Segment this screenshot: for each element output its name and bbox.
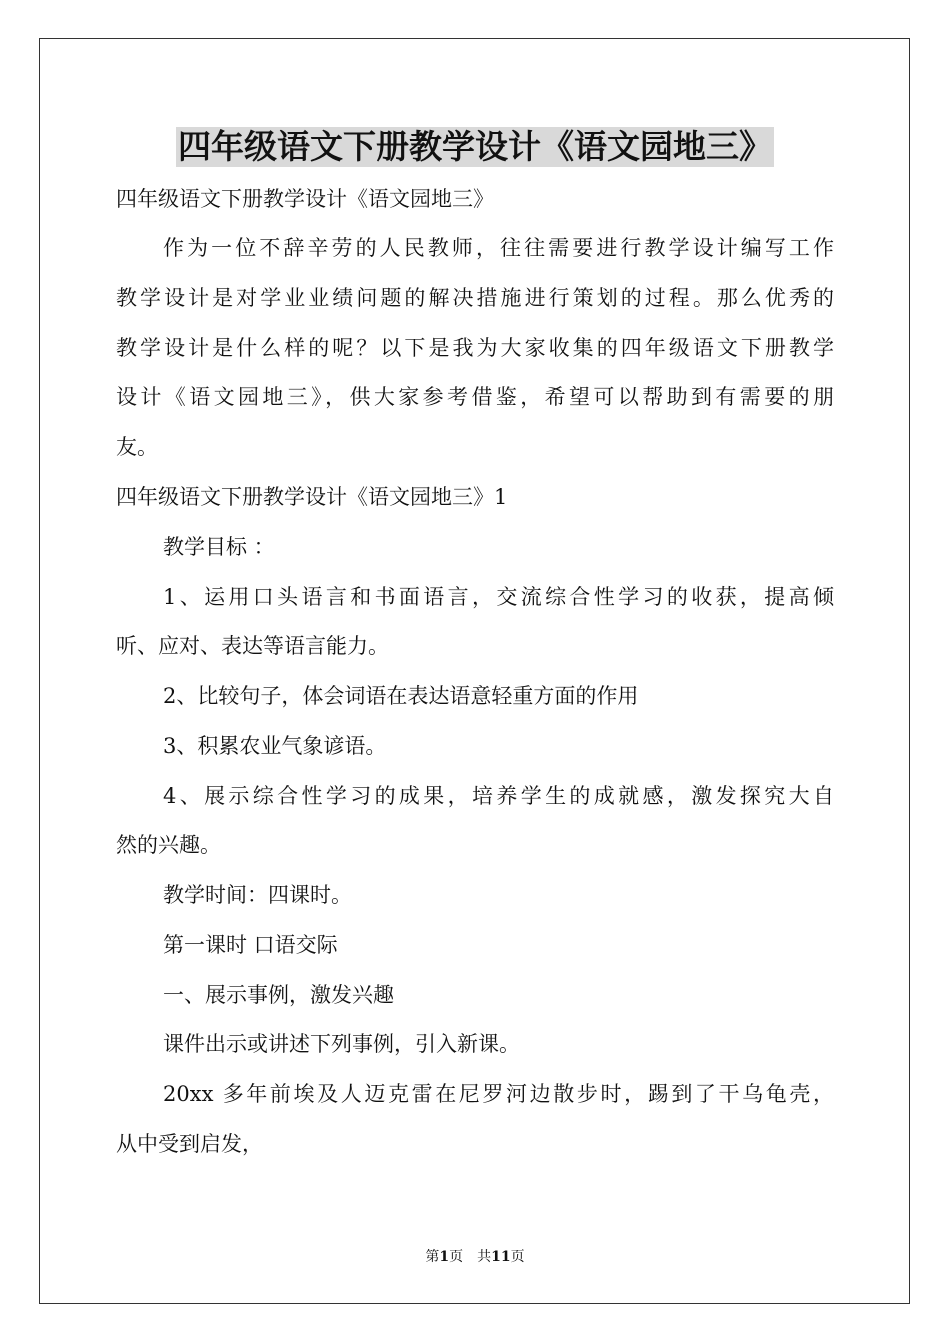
goal-1-line-2: 听、应对、表达等语言能力。 (116, 634, 389, 658)
goal-1-line-1: 1、运用口头语言和书面语言，交流综合性学习的收获，提高倾 (163, 585, 834, 609)
goals-label: 教学目标 ： (163, 535, 275, 559)
page-border (39, 38, 910, 1304)
intro-line: 教学设计是什么样的呢？以下是我为大家收集的四年级语文下册教学 (116, 336, 834, 360)
goal-4-line-2: 然的兴趣。 (116, 833, 221, 857)
intro-line: 教学设计是对学业业绩问题的解决措施进行策划的过程。那么优秀的 (116, 286, 834, 310)
section-heading: 四年级语文下册教学设计《语文园地三》1 (116, 485, 508, 509)
teaching-time: 教学时间：四课时。 (163, 883, 352, 907)
document-title: 四年级语文下册教学设计《语文园地三》 (178, 127, 772, 166)
page-footer (0, 1248, 950, 1266)
footer-page-number: 1 (439, 1249, 450, 1265)
footer-total-pages: 11 (491, 1249, 511, 1265)
example-line-1: 20xx 多年前埃及人迈克雷在尼罗河边散步时，踢到了干乌龟壳， (163, 1082, 834, 1106)
step-1-heading: 一、展示事例，激发兴趣 (163, 983, 394, 1007)
intro-line: 友。 (116, 435, 158, 459)
step-1-description: 课件出示或讲述下列事例，引入新课。 (163, 1032, 520, 1056)
intro-line: 设计《语文园地三》，供大家参考借鉴，希望可以帮助到有需要的朋 (116, 385, 834, 409)
document-subtitle: 四年级语文下册教学设计《语文园地三》 (116, 187, 494, 211)
title-container (0, 127, 950, 167)
example-line-2: 从中受到启发， (116, 1132, 263, 1156)
intro-line: 作为一位不辞辛劳的人民教师，往往需要进行教学设计编写工作 (163, 236, 834, 260)
goal-3: 3、积累农业气象谚语。 (163, 734, 387, 758)
footer-page-mid: 页 共 (449, 1249, 492, 1265)
goal-2: 2、比较句子，体会词语在表达语意轻重方面的作用 (163, 684, 639, 708)
footer-page-suffix: 页 (510, 1249, 525, 1265)
goal-4-line-1: 4、展示综合性学习的成果，培养学生的成就感，激发探究大自 (163, 784, 834, 808)
footer-page-prefix: 第 (425, 1249, 440, 1265)
lesson-1-heading: 第一课时 口语交际 (163, 933, 338, 957)
